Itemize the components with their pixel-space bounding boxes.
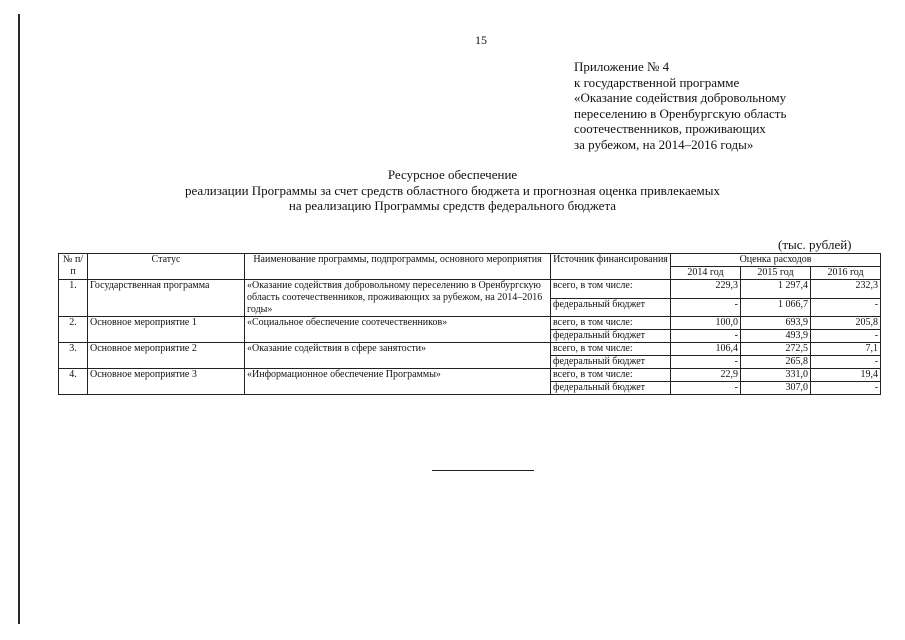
footer-divider bbox=[432, 470, 534, 471]
table-row bbox=[59, 317, 881, 330]
row-number: 1. bbox=[59, 280, 88, 317]
header-year-2015: 2015 год bbox=[741, 267, 811, 280]
table-row bbox=[59, 280, 881, 299]
title-line: реализации Программы за счет средств областного бюджета и прогнозная оценка привлекаемых bbox=[185, 182, 720, 198]
value-2016: - bbox=[811, 298, 881, 317]
source-federal: федеральный бюджет bbox=[551, 330, 671, 343]
source-total: всего, в том числе: bbox=[551, 369, 671, 382]
appendix-line: соотечественников, проживающих bbox=[574, 121, 766, 137]
value-2015: 1 297,4 bbox=[741, 280, 811, 299]
appendix-line: Приложение № 4 bbox=[574, 59, 670, 74]
value-2014: 100,0 bbox=[671, 317, 741, 330]
source-federal: федеральный бюджет bbox=[551, 298, 671, 317]
value-2016: 232,3 bbox=[811, 280, 881, 299]
header-status: Статус bbox=[88, 254, 245, 280]
source-total: всего, в том числе: bbox=[551, 343, 671, 356]
source-federal: федеральный бюджет bbox=[551, 356, 671, 369]
value-2015: 265,8 bbox=[741, 356, 811, 369]
header-year-2014: 2014 год bbox=[671, 267, 741, 280]
row-name: «Социальное обеспечение соотечественников» bbox=[245, 317, 551, 343]
appendix-line: за рубежом, на 2014–2016 годы» bbox=[574, 136, 754, 152]
appendix-line: к государственной программе bbox=[574, 74, 740, 90]
appendix-line: «Оказание содействия добровольному bbox=[574, 90, 787, 106]
row-status: Государственная программа bbox=[88, 280, 245, 317]
header-year-2016: 2016 год bbox=[811, 267, 881, 280]
value-2016: - bbox=[811, 382, 881, 395]
value-2014: - bbox=[671, 330, 741, 343]
row-status: Основное мероприятие 3 bbox=[88, 369, 245, 395]
source-total: всего, в том числе: bbox=[551, 280, 671, 299]
value-2015: 307,0 bbox=[741, 382, 811, 395]
header-name: Наименование программы, подпрограммы, основного мероприятия bbox=[245, 254, 551, 280]
row-number: 2. bbox=[59, 317, 88, 343]
page-number: 15 bbox=[475, 33, 487, 47]
binding-edge bbox=[18, 14, 20, 624]
row-number: 4. bbox=[59, 369, 88, 395]
source-federal: федеральный бюджет bbox=[551, 382, 671, 395]
value-2016: - bbox=[811, 356, 881, 369]
document-title bbox=[0, 167, 905, 214]
value-2014: - bbox=[671, 356, 741, 369]
row-name: «Информационное обеспечение Программы» bbox=[245, 369, 551, 395]
header-number: № п/п bbox=[59, 254, 88, 280]
appendix-line: переселению в Оренбургскую область bbox=[574, 105, 787, 121]
value-2015: 693,9 bbox=[741, 317, 811, 330]
value-2015: 1 066,7 bbox=[741, 298, 811, 317]
table-row bbox=[59, 343, 881, 356]
value-2016: - bbox=[811, 330, 881, 343]
value-2015: 493,9 bbox=[741, 330, 811, 343]
value-2016: 7,1 bbox=[811, 343, 881, 356]
row-name: «Оказание содействия добровольному переселению в Оренбургскую область соотечественников, проживающих за рубежом, на 2014–2016 годы» bbox=[245, 280, 551, 317]
value-2014: 22,9 bbox=[671, 369, 741, 382]
row-number: 3. bbox=[59, 343, 88, 369]
value-2014: 106,4 bbox=[671, 343, 741, 356]
budget-table bbox=[58, 253, 881, 395]
table-row bbox=[59, 369, 881, 382]
row-status: Основное мероприятие 1 bbox=[88, 317, 245, 343]
value-2014: - bbox=[671, 298, 741, 317]
value-2015: 331,0 bbox=[741, 369, 811, 382]
value-2015: 272,5 bbox=[741, 343, 811, 356]
header-source: Источник финансирования bbox=[551, 254, 671, 280]
row-status: Основное мероприятие 2 bbox=[88, 343, 245, 369]
value-2014: 229,3 bbox=[671, 280, 741, 299]
source-total: всего, в том числе: bbox=[551, 317, 671, 330]
value-2016: 19,4 bbox=[811, 369, 881, 382]
value-2014: - bbox=[671, 382, 741, 395]
header-estimate: Оценка расходов bbox=[671, 254, 881, 267]
title-line: на реализацию Программы средств федерального бюджета bbox=[288, 198, 617, 214]
appendix-reference bbox=[574, 59, 786, 153]
title-line: Ресурсное обеспечение bbox=[387, 167, 518, 182]
value-2016: 205,8 bbox=[811, 317, 881, 330]
unit-label: (тыс. рублей) bbox=[778, 237, 852, 252]
row-name: «Оказание содействия в сфере занятости» bbox=[245, 343, 551, 369]
